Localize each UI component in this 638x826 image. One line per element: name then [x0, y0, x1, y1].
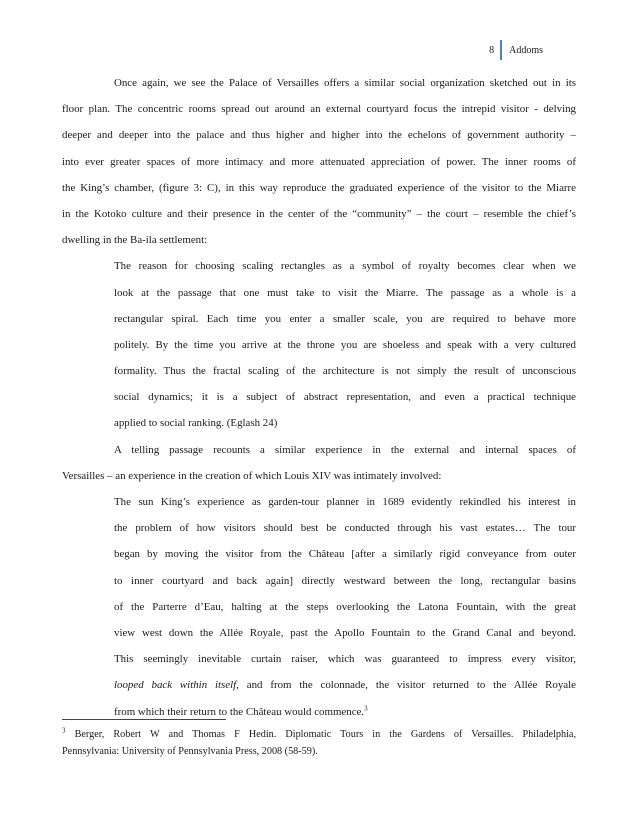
- quote-line: began by moving the visitor from the Château [after a similarly rigid conveyance from outer: [114, 548, 576, 561]
- paragraph-line: dwelling in the Ba-ila settlement:: [62, 234, 208, 247]
- quote-line: politely. By the time you arrive at the throne you are shoeless and speak with a very cultured: [114, 338, 576, 351]
- footnote-line: [62, 726, 576, 743]
- quote-text: from which their return to the Château would commence.: [114, 705, 365, 718]
- quote-line: The reason for choosing scaling rectangles as a symbol of royalty becomes clear when we: [114, 260, 576, 273]
- quote-line: view west down the Allée Royale, past the Apollo Fountain to the Grand Canal and beyond.: [114, 626, 576, 639]
- paragraph-line: in the Kotoko culture and their presence in the center of the “community” – the court – resemble the chief’s: [62, 207, 576, 220]
- paragraph-line: the King’s chamber, (figure 3: C), in this way reproduce the graduated experience of the visitor to the Miarre: [62, 181, 576, 194]
- quote-line: [114, 672, 576, 698]
- quote-line: of the Parterre d’Eau, halting at the steps overlooking the Latona Fountain, with the great: [114, 600, 576, 613]
- footnote: [62, 726, 576, 760]
- page-number: 8: [489, 44, 495, 56]
- quote-line: rectangular spiral. Each time you enter a smaller scale, you are required to behave more: [114, 312, 576, 325]
- quote-line: [114, 699, 576, 725]
- block-quote: [62, 253, 576, 436]
- italic-phrase: looped back within itself: [114, 679, 237, 692]
- footnote-marker: 3: [62, 726, 66, 735]
- page-header: [489, 40, 543, 60]
- paragraph-line: A telling passage recounts a similar experience in the external and internal spaces of: [114, 443, 576, 456]
- quote-line: applied to social ranking. (Eglash 24): [114, 417, 278, 430]
- header-author: Addoms: [509, 44, 543, 56]
- footnote-line: Pennsylvania: University of Pennsylvania Press, 2008 (58-59).: [62, 746, 318, 757]
- paragraph-line: Once again, we see the Palace of Versailles offers a similar social organization sketched out in its: [114, 77, 576, 89]
- quote-line: This seemingly inevitable curtain raiser, which was guaranteed to impress every visitor,: [114, 653, 576, 666]
- paragraph-line: floor plan. The concentric rooms spread out around an external courtyard focus the intrepid visitor - delving: [62, 103, 576, 116]
- quote-line: social dynamics; it is a subject of abstract representation, and even a practical technique: [114, 391, 576, 404]
- footnote-text: Berger, Robert W and Thomas F Hedin. Diplomatic Tours in the Gardens of Versailles. Philadelphia,: [74, 729, 576, 740]
- quote-line: look at the passage that one must take to visit the Miarre. The passage as a whole is a: [114, 286, 576, 299]
- paragraph-line: Versailles – an experience in the creation of which Louis XIV was intimately involved:: [62, 469, 442, 482]
- paragraph-line: into ever greater spaces of more intimacy and more attenuated appreciation of power. The inner rooms of: [62, 155, 576, 168]
- paragraph-line: deeper and deeper into the palace and thus higher and higher into the echelons of government authority –: [62, 129, 576, 142]
- quote-line: the problem of how visitors should best be conducted through his vast estates… The tour: [114, 522, 576, 535]
- footnote-separator: [62, 719, 226, 720]
- quote-line: The sun King’s experience as garden-tour planner in 1689 evidently rekindled his interest in: [114, 496, 576, 508]
- document-body: [62, 70, 576, 725]
- quote-line: to inner courtyard and back again] directly westward between the long, rectangular basins: [114, 574, 576, 587]
- quote-text: , and from the colonnade, the visitor returned to the Allée Royale: [236, 679, 576, 692]
- footnote-reference[interactable]: 3: [364, 703, 368, 712]
- header-divider: [500, 40, 502, 60]
- quote-line: formality. Thus the fractal scaling of the architecture is not simply the result of unconscious: [114, 365, 576, 378]
- block-quote: [62, 489, 576, 725]
